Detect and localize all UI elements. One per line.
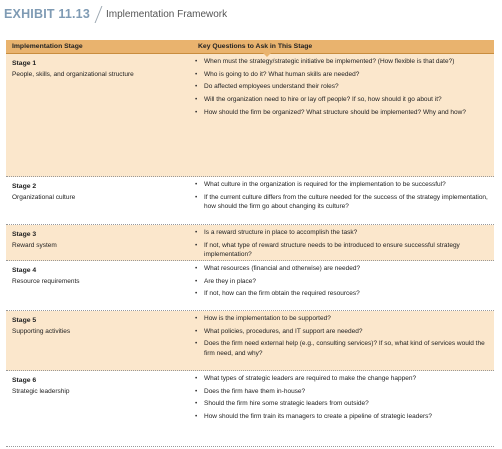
question-list xyxy=(192,180,488,211)
stage-name: Stage 5 xyxy=(12,317,37,324)
stage-description: Organizational culture xyxy=(12,194,76,201)
stage-name: Stage 3 xyxy=(12,231,37,238)
questions-cell xyxy=(192,54,494,176)
table-row xyxy=(6,261,494,311)
stage-name: Stage 4 xyxy=(12,267,37,274)
question-item: • Do affected employees understand their roles? xyxy=(192,82,488,91)
table-row xyxy=(6,225,494,261)
question-item: • How is the implementation to be supported? xyxy=(192,314,488,323)
stage-cell xyxy=(6,54,192,176)
question-item: • Who is going to do it? What human skills are needed? xyxy=(192,70,488,79)
questions-cell xyxy=(192,177,494,224)
question-item: • Should the firm hire some strategic leaders from outside? xyxy=(192,399,488,408)
question-list xyxy=(192,264,488,299)
stage-cell xyxy=(6,225,192,260)
table-row xyxy=(6,371,494,447)
question-list xyxy=(192,57,488,117)
questions-cell xyxy=(192,311,494,370)
question-item: • What culture in the organization is required for the implementation to be successful? xyxy=(192,180,488,189)
question-list xyxy=(192,374,488,421)
header-questions: Key Questions to Ask in This Stage xyxy=(198,43,313,50)
table-row xyxy=(6,177,494,225)
stage-cell xyxy=(6,311,192,370)
question-item: • How should the firm train its managers to create a pipeline of strategic leaders? xyxy=(192,412,488,421)
title-divider xyxy=(95,6,103,23)
exhibit-label: EXHIBIT 11.13 xyxy=(4,7,90,21)
question-item: • How should the firm be organized? What structure should be implemented? Why and how? xyxy=(192,108,488,117)
question-item: • What policies, procedures, and IT support are needed? xyxy=(192,327,488,336)
stage-cell xyxy=(6,177,192,224)
stage-description: Supporting activities xyxy=(12,328,71,335)
question-item: • When must the strategy/strategic initiative be implemented? (How flexible is that date?) xyxy=(192,57,488,66)
stage-description: Resource requirements xyxy=(12,278,80,285)
question-item: • Will the organization need to hire or lay off people? If so, how should it go about it? xyxy=(192,95,488,104)
questions-cell xyxy=(192,261,494,310)
question-item: • What types of strategic leaders are required to make the change happen? xyxy=(192,374,488,383)
exhibit-title-bar xyxy=(4,4,227,24)
question-item: • If not, how can the firm obtain the required resources? xyxy=(192,289,488,298)
question-item: • If not, what type of reward structure needs to be introduced to ensure successful strategy implementation? xyxy=(192,241,488,259)
question-list xyxy=(192,314,488,358)
stage-description: People, skills, and organizational structure xyxy=(12,71,134,78)
question-item: • Does the firm have them in-house? xyxy=(192,387,488,396)
question-list xyxy=(192,228,488,259)
stage-cell xyxy=(6,261,192,310)
question-item: • What resources (financial and otherwise) are needed? xyxy=(192,264,488,273)
stage-name: Stage 2 xyxy=(12,183,37,190)
question-item: • Are they in place? xyxy=(192,277,488,286)
table-header xyxy=(6,40,494,54)
stage-cell xyxy=(6,371,192,446)
stage-name: Stage 1 xyxy=(12,60,37,67)
table-row xyxy=(6,54,494,177)
question-item: • If the current culture differs from the culture needed for the success of the strategy implementation, how should the firm go about changing its culture? xyxy=(192,193,488,211)
table-row xyxy=(6,311,494,371)
implementation-table xyxy=(6,40,494,447)
exhibit-title: Implementation Framework xyxy=(105,8,228,20)
question-item: • Is a reward structure in place to accomplish the task? xyxy=(192,228,488,237)
question-item: • Does the firm need external help (e.g., consulting services)? If so, what kind of services would the firm need, and why? xyxy=(192,339,488,357)
stage-description: Reward system xyxy=(12,242,57,249)
stage-name: Stage 6 xyxy=(12,377,37,384)
table-body xyxy=(6,54,494,447)
header-stage: Implementation Stage xyxy=(12,43,83,50)
questions-cell xyxy=(192,225,494,260)
stage-description: Strategic leadership xyxy=(12,388,70,395)
questions-cell xyxy=(192,371,494,446)
